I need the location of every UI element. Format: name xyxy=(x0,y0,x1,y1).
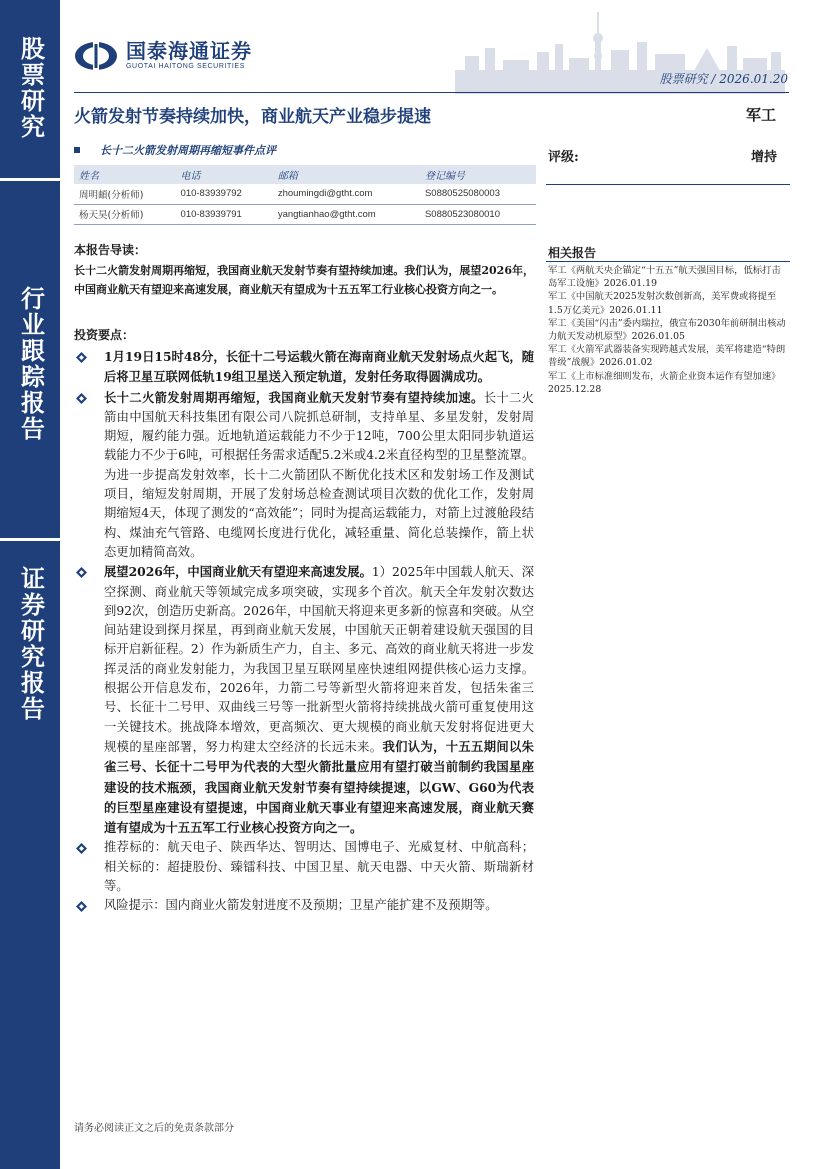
brand-name: 国泰海通证券 xyxy=(126,39,252,63)
sidebar-divider xyxy=(0,538,60,541)
sidebar-label-securities-research xyxy=(0,566,60,722)
key-point xyxy=(74,347,534,388)
disclaimer-footer: 请务必阅读正文之后的免责条款部分 xyxy=(74,1123,234,1134)
report-date-line xyxy=(660,70,788,87)
report-category: 股票研究 xyxy=(659,72,708,86)
key-point-text: 1）2025年中国载人航天、深空探测、商业航天等领域完成多项突破，实现多个首次。航天全年发射次数达到92次，创造历史新高。2026年，中国航天将迎来更多新的惊喜和突破。从空间站建设到探月探星，再到商业航天发展，中国航天正朝着建设航天强国的目标开启新征程。2）作为新质生产力，自主、多元、高效的商业航天将进一步发挥灵活的商业发射能力，为我国卫星互联网星座快速组网提供核心运力支撑。根据公开信息发布，2026年，力箭二号等新型火箭将迎来首发，包括朱雀三号、长征十二号甲、双曲线三号等一批新型火箭将持续挑战火箭可重复使用这一关键技术。挑战降本增效，更高频次、更大规模的商业航天发射将促进更大规模的星座部署，努力构建太空经济的长远未来。 xyxy=(104,565,534,754)
key-point-text: 长十二火箭由中国航天科技集团有限公司八院抓总研制，支持单星、多星发射，发射周期短，履约能力强。近地轨道运载能力不少于12吨，700公里太阳同步轨道运载能力不少于6吨，可根据任务需求适配5.2米或4.2米直径构型的卫星整流罩。为进一步提高发射效率，长十二火箭团队不断优化技术区和发射场工作及测试项目，缩短发射周期，开展了发射场总检查测试项目次数的优化工作，发射周期缩短4天，体现了测发的“高效能”；同时为提高运载能力，对箭上过渡舱段结构、煤油充气管路、电缆网长度进行优化，减轻重量、简化总装操作，箭上状态更加精简高效。 xyxy=(104,390,534,559)
analyst-name: 周明頔(分析师) xyxy=(74,184,176,204)
sidebar-label-text: 行业跟踪报告 xyxy=(16,286,45,442)
key-point xyxy=(74,838,534,896)
table-row xyxy=(74,184,536,204)
column-header: 电话 xyxy=(176,165,273,184)
diamond-bullet-icon xyxy=(76,567,87,578)
brand-logo-icon xyxy=(74,41,118,71)
diamond-bullet-icon xyxy=(76,393,87,404)
guide-text: 长十二火箭发射周期再缩短，我国商业航天发射节奏有望持续加速。我们认为，展望2026年，中国商业航天有望迎来高速发展，商业航天有望成为十五五军工行业核心投资方向之一。 xyxy=(74,264,534,296)
diamond-bullet-icon xyxy=(76,352,87,363)
key-points-heading: 投资要点： xyxy=(74,328,135,342)
analyst-phone: 010-83939792 xyxy=(176,184,273,204)
brand-logo xyxy=(74,40,252,72)
related-reports-divider xyxy=(546,261,790,262)
analyst-table xyxy=(74,165,536,225)
key-points-list xyxy=(74,347,534,916)
sidebar-divider xyxy=(0,178,60,181)
rating-label: 评级: xyxy=(548,150,579,165)
analyst-email[interactable]: yangtianhao@gtht.com xyxy=(273,204,420,224)
guide-heading: 本报告导读： xyxy=(74,243,147,257)
table-row xyxy=(74,204,536,224)
key-point-text: 风险提示：国内商业火箭发射进度不及预期；卫星产能扩建不及预期等。 xyxy=(104,898,498,913)
column-header: 邮箱 xyxy=(273,165,420,184)
square-bullet-icon xyxy=(74,147,80,153)
related-report-link[interactable]: 军工《美国“闪击”委内瑞拉，俄宣布2030年前研制出核动力航天发动机原型》2026.01.05 xyxy=(548,317,786,343)
report-subtitle xyxy=(74,142,276,158)
diamond-bullet-icon xyxy=(76,901,87,912)
related-report-link[interactable]: 军工《中国航天2025发射次数创新高，美军费或将提至1.5万亿美元》2026.01.11 xyxy=(548,291,777,316)
rating-value: 增持 xyxy=(751,150,778,165)
related-reports-list xyxy=(548,264,788,396)
sector-label: 军工 xyxy=(746,106,777,124)
key-point xyxy=(74,562,534,838)
date-separator: / xyxy=(711,72,716,86)
header-divider xyxy=(74,92,789,93)
report-date: 2026.01.20 xyxy=(719,72,788,86)
analyst-registration: S0880525080003 xyxy=(420,184,536,204)
key-point-conclusion: 我们认为，十五五期间以朱雀三号、长征十二号甲为代表的大型火箭批量应用有望打破当前制约我国星座建设的技术瓶颈，我国商业航天发射节奏有望持续提速，以GW、G60为代表的巨型星座建设有望提速，中国商业航天事业有望迎来高速发展，商业航天赛道有望成为十五五军工行业核心投资方向之一。 xyxy=(104,738,534,836)
analyst-name: 杨天昊(分析师) xyxy=(74,204,176,224)
sidebar-label-text: 股票研究 xyxy=(16,36,45,140)
key-point-bold: 展望2026年，中国商业航天有望迎来高速发展。 xyxy=(104,564,372,580)
related-report-link[interactable]: 军工《两航天央企锚定“十五五”航天强国目标，低标打击岛军工设施》2026.01.19 xyxy=(548,265,781,290)
report-subtitle-text: 长十二火箭发射周期再缩短事件点评 xyxy=(100,144,276,157)
key-point xyxy=(74,896,534,915)
key-point xyxy=(74,388,534,563)
analyst-email[interactable]: zhoumingdi@gtht.com xyxy=(273,184,420,204)
brand-name-en: GUOTAI HAITONG SECURITIES xyxy=(126,63,245,70)
related-report-link[interactable]: 军工《火箭军武器装备实现跨越式发展，美军将建造“特朗普级”战舰》2026.01.02 xyxy=(548,344,786,369)
sidebar-label-industry-tracking xyxy=(0,286,60,442)
related-reports-heading: 相关报告 xyxy=(548,246,597,260)
sidebar-label-stock-research xyxy=(0,36,60,140)
key-point-bold: 1月19日15时48分，长征十二号运载火箭在海南商业航天发射场点火起飞，随后将卫星互联网低轨19组卫星送入预定轨道，发射任务取得圆满成功。 xyxy=(104,349,534,385)
sidebar xyxy=(0,0,60,1169)
analyst-registration: S0880523080010 xyxy=(420,204,536,224)
key-point-text: 推荐标的：航天电子、陕西华达、智明达、国博电子、光威复材、中航高科；相关标的：超捷股份、臻镭科技、中国卫星、航天电器、中天火箭、斯瑞新材等。 xyxy=(104,840,534,894)
report-title: 火箭发射节奏持续加快，商业航天产业稳步提速 xyxy=(74,107,431,127)
sidebar-label-text: 证券研究报告 xyxy=(16,566,45,722)
column-header: 登记编号 xyxy=(420,165,536,184)
analyst-phone: 010-83939791 xyxy=(176,204,273,224)
analyst-table-header xyxy=(74,165,536,184)
diamond-bullet-icon xyxy=(76,843,87,854)
column-header: 姓名 xyxy=(74,165,176,184)
rating-divider xyxy=(546,184,790,185)
key-point-bold: 长十二火箭发射周期再缩短，我国商业航天发射节奏有望持续加速。 xyxy=(104,389,484,405)
related-report-link[interactable]: 军工《上市标准细则发布，火箭企业资本运作有望加速》2025.12.28 xyxy=(548,370,781,395)
